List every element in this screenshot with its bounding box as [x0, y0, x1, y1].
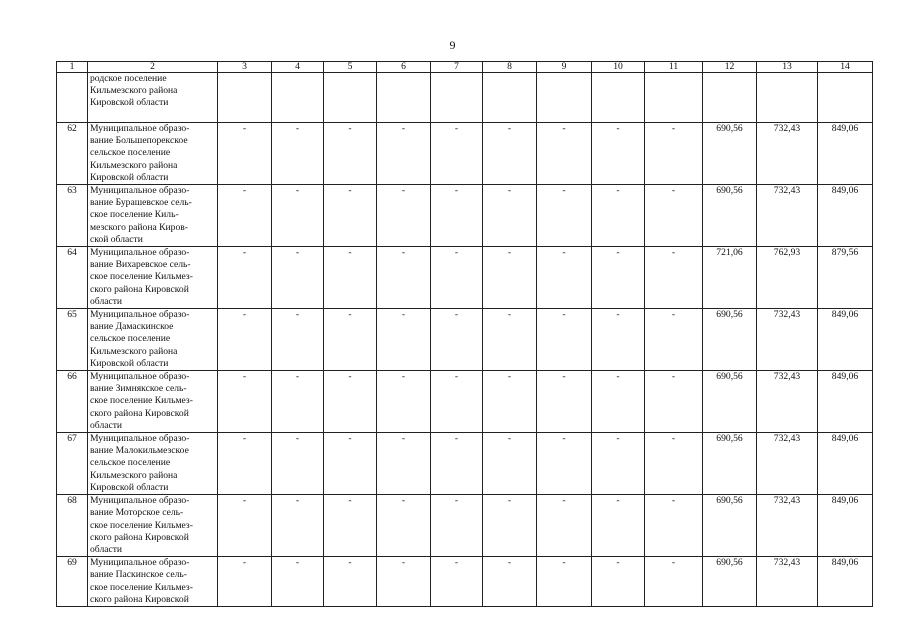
table-row — [57, 123, 873, 185]
name-line: ского района Кировской — [90, 531, 189, 543]
dash-cell: - — [218, 557, 272, 607]
dash-cell: - — [537, 557, 592, 607]
dash-cell: - — [324, 371, 377, 433]
dash-cell: - — [431, 309, 483, 371]
name-line: Муниципальное образо- — [90, 433, 190, 445]
dash-cell: - — [483, 185, 537, 247]
dash-cell: - — [324, 433, 377, 495]
value-cell-13: 732,43 — [757, 309, 818, 371]
value-cell-13: 732,43 — [757, 495, 818, 557]
dash-cell: - — [431, 433, 483, 495]
dash-cell: - — [272, 433, 324, 495]
row-number-cell: 67 — [57, 433, 88, 495]
dash-cell: - — [537, 495, 592, 557]
municipality-name-cell — [88, 185, 218, 247]
table-row — [57, 371, 873, 433]
dash-cell: - — [592, 495, 645, 557]
empty-cell — [703, 73, 757, 123]
dash-cell: - — [537, 247, 592, 309]
dash-cell: - — [272, 309, 324, 371]
value-cell-12: 690,56 — [703, 371, 757, 433]
dash-cell: - — [645, 309, 703, 371]
name-line: ской области — [90, 233, 143, 245]
name-line: сельское поселение — [90, 333, 171, 345]
dash-cell: - — [218, 247, 272, 309]
name-line: Кильмезского района — [90, 85, 178, 97]
municipality-name-cell — [88, 73, 218, 123]
value-cell-14: 849,06 — [818, 309, 873, 371]
column-header-13: 13 — [757, 62, 818, 73]
dash-cell: - — [645, 185, 703, 247]
value-cell-13: 732,43 — [757, 433, 818, 495]
empty-cell — [818, 73, 873, 123]
dash-cell: - — [537, 309, 592, 371]
dash-cell: - — [645, 247, 703, 309]
name-line: сельское поселение — [90, 457, 171, 469]
value-cell-12: 690,56 — [703, 309, 757, 371]
dash-cell: - — [377, 433, 431, 495]
name-line: Кильмезского района — [90, 159, 178, 171]
name-line: Кировской области — [90, 97, 169, 109]
value-cell-12: 690,56 — [703, 185, 757, 247]
name-line: Кировской области — [90, 357, 169, 369]
dash-cell: - — [431, 557, 483, 607]
empty-cell — [324, 73, 377, 123]
value-cell-13: 732,43 — [757, 185, 818, 247]
name-line: родское поселение — [90, 73, 167, 84]
dash-cell: - — [592, 247, 645, 309]
row-number-cell: 68 — [57, 495, 88, 557]
value-cell-14: 849,06 — [818, 123, 873, 185]
row-number-cell: 62 — [57, 123, 88, 185]
table-row — [57, 309, 873, 371]
value-cell-12: 690,56 — [703, 123, 757, 185]
dash-cell: - — [592, 123, 645, 185]
empty-cell — [757, 73, 818, 123]
dash-cell: - — [537, 433, 592, 495]
dash-cell: - — [324, 123, 377, 185]
name-line: вание Вихаревское сель- — [90, 259, 191, 271]
column-header-2: 2 — [88, 62, 218, 73]
dash-cell: - — [537, 185, 592, 247]
dash-cell: - — [645, 433, 703, 495]
name-line: ское поселение Киль- — [90, 209, 179, 221]
municipality-name-cell — [88, 247, 218, 309]
dash-cell: - — [377, 123, 431, 185]
dash-cell: - — [218, 495, 272, 557]
name-line: Кильмезского района — [90, 469, 178, 481]
dash-cell: - — [377, 495, 431, 557]
table-row — [57, 247, 873, 309]
dash-cell: - — [324, 309, 377, 371]
name-line: ского района Кировской — [90, 283, 189, 295]
dash-cell: - — [377, 309, 431, 371]
name-line: ского района Кировской — [90, 407, 189, 419]
name-line: Муниципальное образо- — [90, 185, 190, 197]
dash-cell: - — [483, 309, 537, 371]
name-line: вание Зимнякское сель- — [90, 383, 187, 395]
name-line: Муниципальное образо- — [90, 557, 190, 569]
dash-cell: - — [218, 123, 272, 185]
row-number-cell: 63 — [57, 185, 88, 247]
value-cell-12: 690,56 — [703, 557, 757, 607]
dash-cell: - — [645, 557, 703, 607]
value-cell-13: 732,43 — [757, 371, 818, 433]
empty-cell — [645, 73, 703, 123]
dash-cell: - — [431, 495, 483, 557]
row-number-cell: 66 — [57, 371, 88, 433]
name-line: вание Большепорекское — [90, 135, 188, 147]
name-line: Муниципальное образо- — [90, 495, 190, 507]
column-header-8: 8 — [483, 62, 537, 73]
column-header-12: 12 — [703, 62, 757, 73]
dash-cell: - — [377, 185, 431, 247]
name-line: области — [90, 295, 123, 307]
dash-cell: - — [483, 433, 537, 495]
dash-cell: - — [272, 247, 324, 309]
dash-cell: - — [431, 247, 483, 309]
dash-cell: - — [377, 557, 431, 607]
name-line: Кировской области — [90, 481, 169, 493]
row-number-cell: 64 — [57, 247, 88, 309]
dash-cell: - — [272, 123, 324, 185]
name-line: ское поселение Кильмез- — [90, 519, 193, 531]
name-line: области — [90, 543, 123, 555]
dash-cell: - — [324, 185, 377, 247]
dash-cell: - — [483, 371, 537, 433]
value-cell-14: 849,06 — [818, 557, 873, 607]
continuation-row — [57, 73, 873, 123]
dash-cell: - — [431, 185, 483, 247]
value-cell-12: 690,56 — [703, 433, 757, 495]
table-row — [57, 557, 873, 607]
table-row — [57, 495, 873, 557]
dash-cell: - — [324, 247, 377, 309]
value-cell-14: 849,06 — [818, 371, 873, 433]
column-header-10: 10 — [592, 62, 645, 73]
name-line: Муниципальное образо- — [90, 309, 190, 321]
name-line: вание Дамаскинское — [90, 321, 174, 333]
empty-cell — [218, 73, 272, 123]
municipality-name-cell — [88, 123, 218, 185]
name-line: Кильмезского района — [90, 345, 178, 357]
dash-cell: - — [218, 433, 272, 495]
column-header-6: 6 — [377, 62, 431, 73]
empty-cell — [537, 73, 592, 123]
value-cell-14: 849,06 — [818, 495, 873, 557]
municipality-name-cell — [88, 495, 218, 557]
dash-cell: - — [592, 371, 645, 433]
column-header-1: 1 — [57, 62, 88, 73]
empty-cell — [483, 73, 537, 123]
name-line: вание Моторское сель- — [90, 507, 184, 519]
empty-cell — [377, 73, 431, 123]
dash-cell: - — [537, 123, 592, 185]
dash-cell: - — [324, 557, 377, 607]
municipality-name-cell — [88, 433, 218, 495]
page-number: 9 — [449, 38, 456, 52]
table-row — [57, 185, 873, 247]
name-line: вание Бурашевское сель- — [90, 197, 192, 209]
dash-cell: - — [324, 495, 377, 557]
column-header-5: 5 — [324, 62, 377, 73]
value-cell-14: 879,56 — [818, 247, 873, 309]
name-line: сельское поселение — [90, 147, 171, 159]
dash-cell: - — [645, 495, 703, 557]
column-header-7: 7 — [431, 62, 483, 73]
row-number-cell: 69 — [57, 557, 88, 607]
name-line: Кировской области — [90, 171, 169, 183]
name-line: ское поселение Кильмез- — [90, 395, 193, 407]
dash-cell: - — [483, 495, 537, 557]
dash-cell: - — [537, 371, 592, 433]
name-line: Муниципальное образо- — [90, 123, 190, 134]
name-line: Муниципальное образо- — [90, 371, 190, 383]
value-cell-13: 762,93 — [757, 247, 818, 309]
value-cell-13: 732,43 — [757, 123, 818, 185]
name-line: ского района Кировской — [90, 593, 189, 605]
dash-cell: - — [483, 557, 537, 607]
row-number-cell — [57, 73, 88, 123]
dash-cell: - — [645, 371, 703, 433]
dash-cell: - — [377, 247, 431, 309]
dash-cell: - — [483, 247, 537, 309]
dash-cell: - — [592, 557, 645, 607]
dash-cell: - — [431, 371, 483, 433]
dash-cell: - — [272, 495, 324, 557]
name-line: вание Паскинское сель- — [90, 569, 187, 581]
empty-cell — [431, 73, 483, 123]
value-cell-14: 849,06 — [818, 433, 873, 495]
dash-cell: - — [272, 371, 324, 433]
empty-cell — [592, 73, 645, 123]
row-number-cell: 65 — [57, 309, 88, 371]
name-line: вание Малокильмезское — [90, 445, 189, 457]
name-line: мезского района Киров- — [90, 221, 188, 233]
name-line: Муниципальное образо- — [90, 247, 190, 259]
municipality-name-cell — [88, 309, 218, 371]
dash-cell: - — [431, 123, 483, 185]
dash-cell: - — [592, 185, 645, 247]
dash-cell: - — [218, 371, 272, 433]
dash-cell: - — [218, 185, 272, 247]
column-header-11: 11 — [645, 62, 703, 73]
value-cell-12: 721,06 — [703, 247, 757, 309]
tariff-table — [56, 61, 873, 607]
value-cell-13: 732,43 — [757, 557, 818, 607]
column-header-3: 3 — [218, 62, 272, 73]
dash-cell: - — [483, 123, 537, 185]
dash-cell: - — [592, 309, 645, 371]
value-cell-14: 849,06 — [818, 185, 873, 247]
dash-cell: - — [592, 433, 645, 495]
municipality-name-cell — [88, 557, 218, 607]
municipality-name-cell — [88, 371, 218, 433]
column-number-row — [57, 62, 873, 73]
column-header-14: 14 — [818, 62, 873, 73]
column-header-9: 9 — [537, 62, 592, 73]
column-header-4: 4 — [272, 62, 324, 73]
dash-cell: - — [272, 185, 324, 247]
name-line: ское поселение Кильмез- — [90, 271, 193, 283]
name-line: ское поселение Кильмез- — [90, 581, 193, 593]
dash-cell: - — [218, 309, 272, 371]
value-cell-12: 690,56 — [703, 495, 757, 557]
empty-cell — [272, 73, 324, 123]
dash-cell: - — [272, 557, 324, 607]
dash-cell: - — [377, 371, 431, 433]
table-row — [57, 433, 873, 495]
name-line: области — [90, 419, 123, 431]
dash-cell: - — [645, 123, 703, 185]
